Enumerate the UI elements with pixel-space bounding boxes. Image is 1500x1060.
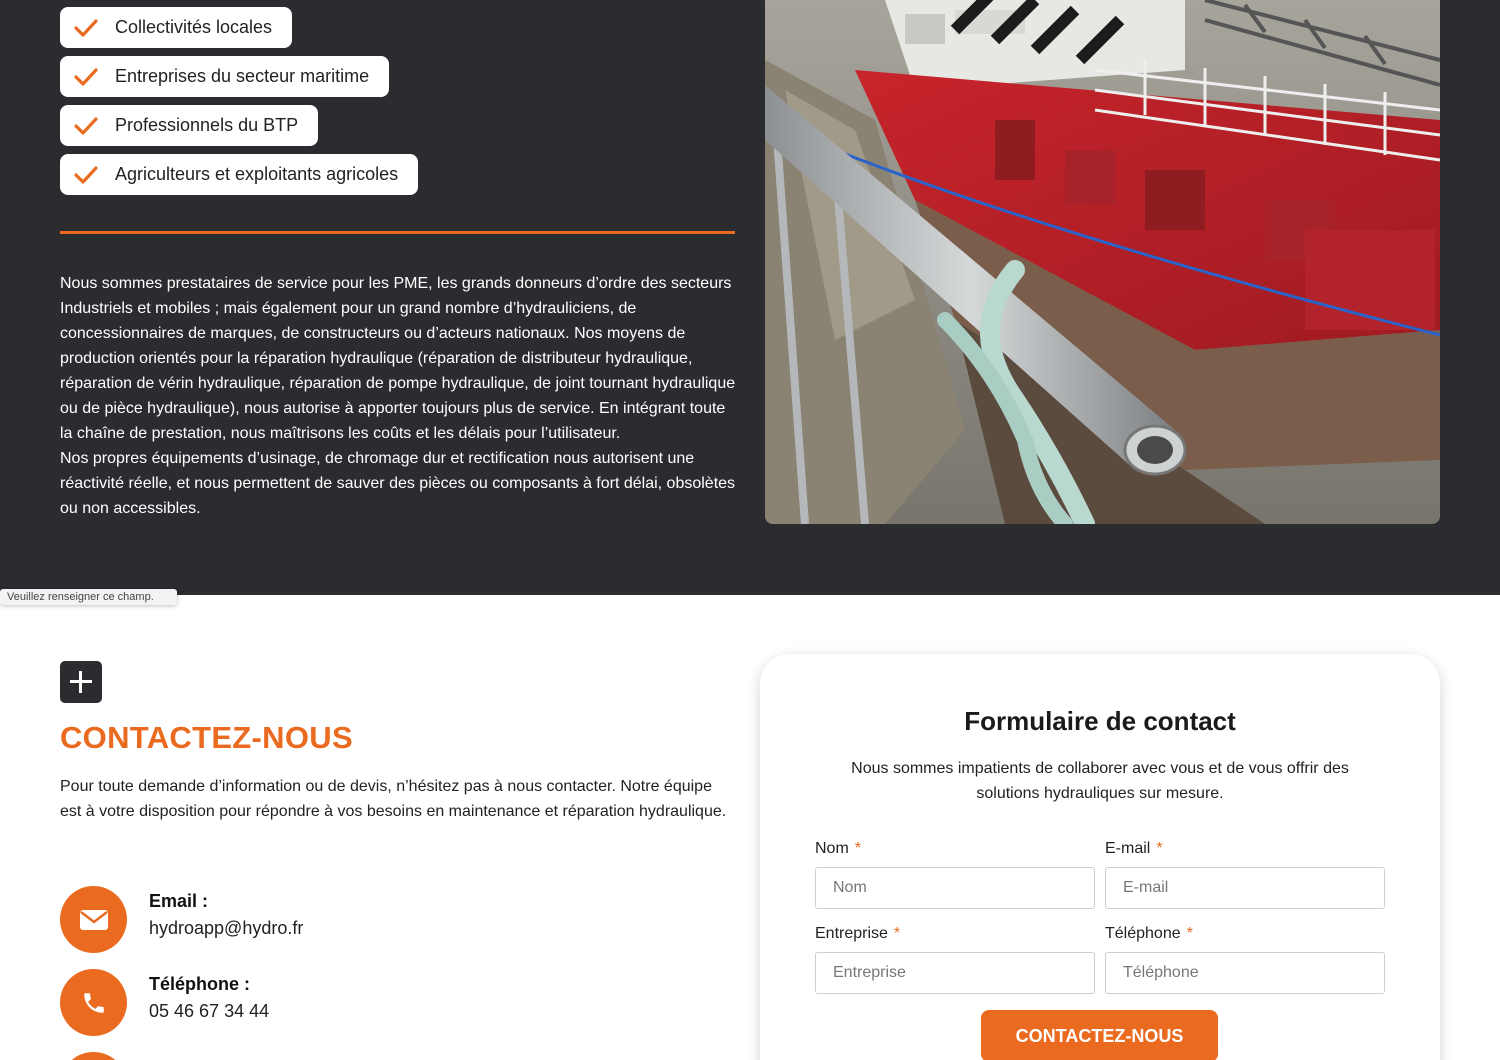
email-label-text: E-mail [1105, 840, 1151, 857]
audience-chip [60, 105, 318, 146]
email-label [1105, 840, 1385, 864]
contact-form-card [760, 654, 1440, 1060]
form-subtitle: Nous sommes impatients de collaborer avec vous et de vous offrir des solutions hydrauliques sur mesure. [851, 760, 1349, 802]
about-text [60, 271, 738, 521]
required-mark: * [893, 925, 901, 942]
check-icon [74, 165, 98, 185]
form-title: Formulaire de contact [964, 706, 1236, 736]
check-icon [74, 116, 98, 136]
audience-chip [60, 7, 292, 48]
phone-input[interactable] [1105, 952, 1385, 994]
company-label-text: Entreprise [815, 925, 888, 942]
phone-field-group [1105, 925, 1385, 994]
ship-drydock-photo [765, 0, 1440, 524]
audience-chip-label: Professionnels du BTP [115, 115, 299, 135]
ship-photo-illustration [765, 0, 1440, 524]
email-input[interactable] [1105, 867, 1385, 909]
phone-icon [60, 969, 127, 1036]
plus-icon[interactable] [60, 661, 102, 703]
name-label-text: Nom [815, 840, 849, 857]
contact-title: CONTACTEZ-NOUS [60, 720, 353, 755]
check-icon [74, 67, 98, 87]
audience-chip-label: Collectivités locales [115, 17, 273, 37]
email-label: Email : [149, 891, 209, 911]
location-icon [60, 1052, 127, 1060]
company-field-group [815, 925, 1095, 994]
audience-chip-list [60, 7, 418, 203]
contact-email-block [60, 886, 303, 953]
audience-chip-label: Agriculteurs et exploitants agricoles [115, 164, 399, 184]
name-field-group [815, 840, 1095, 909]
audience-chip [60, 56, 389, 97]
company-label [815, 925, 1095, 949]
audience-chip [60, 154, 418, 195]
required-mark: * [854, 840, 862, 857]
email-value[interactable]: hydroapp@hydro.fr [149, 918, 304, 938]
contact-location-block [60, 1052, 127, 1060]
check-icon [74, 18, 98, 38]
phone-field-label [1105, 925, 1385, 949]
phone-label: Téléphone : [149, 974, 251, 994]
contact-intro: Pour toute demande d’information ou de devis, n’hésitez pas à nous contacter. Notre équipe est à votre disposition pour répondre à vos besoins en maintenance et réparation hydraulique. [60, 778, 727, 820]
required-mark: * [1186, 925, 1193, 942]
about-paragraph: Nous sommes prestataires de service pour les PME, les grands donneurs d’ordre des secteurs Industriels et mobiles ; mais également pour un grand nombre d’hydrauliciens, de concessionnaires de marques, de constructeurs ou d’acteurs nationaux. Nos moyens de production orientés pour la réparation hydraulique (réparation de distributeur hydraulique, réparation de vérin hydraulique, réparation de pompe hydraulique, de joint tournant hydraulique ou de pièce hydraulique), nous autorise à apporter toujours plus de service. En intégrant toute la chaîne de prestation, nous maîtrisons les coûts et les délais pour l’utilisateur. [60, 275, 736, 442]
company-input[interactable] [815, 952, 1095, 994]
section-divider [60, 231, 735, 234]
envelope-icon [60, 886, 127, 953]
submit-button[interactable]: CONTACTEZ-NOUS [981, 1010, 1218, 1060]
phone-value[interactable]: 05 46 67 34 44 [149, 1001, 270, 1021]
name-input[interactable] [815, 867, 1095, 909]
validation-tooltip: Veuillez renseigner ce champ. [0, 589, 177, 605]
contact-phone-block [60, 969, 269, 1036]
name-label [815, 840, 1095, 864]
about-paragraph: Nos propres équipements d’usinage, de chromage dur et rectification nous autorisent une réactivité réelle, et nous permettent de sauver des pièces ou composants à fort délai, obsolètes ou non accessibles. [60, 450, 736, 517]
email-field-group [1105, 840, 1385, 909]
required-mark: * [1156, 840, 1163, 857]
phone-label-text: Téléphone [1105, 925, 1181, 942]
audience-chip-label: Entreprises du secteur maritime [115, 66, 370, 86]
